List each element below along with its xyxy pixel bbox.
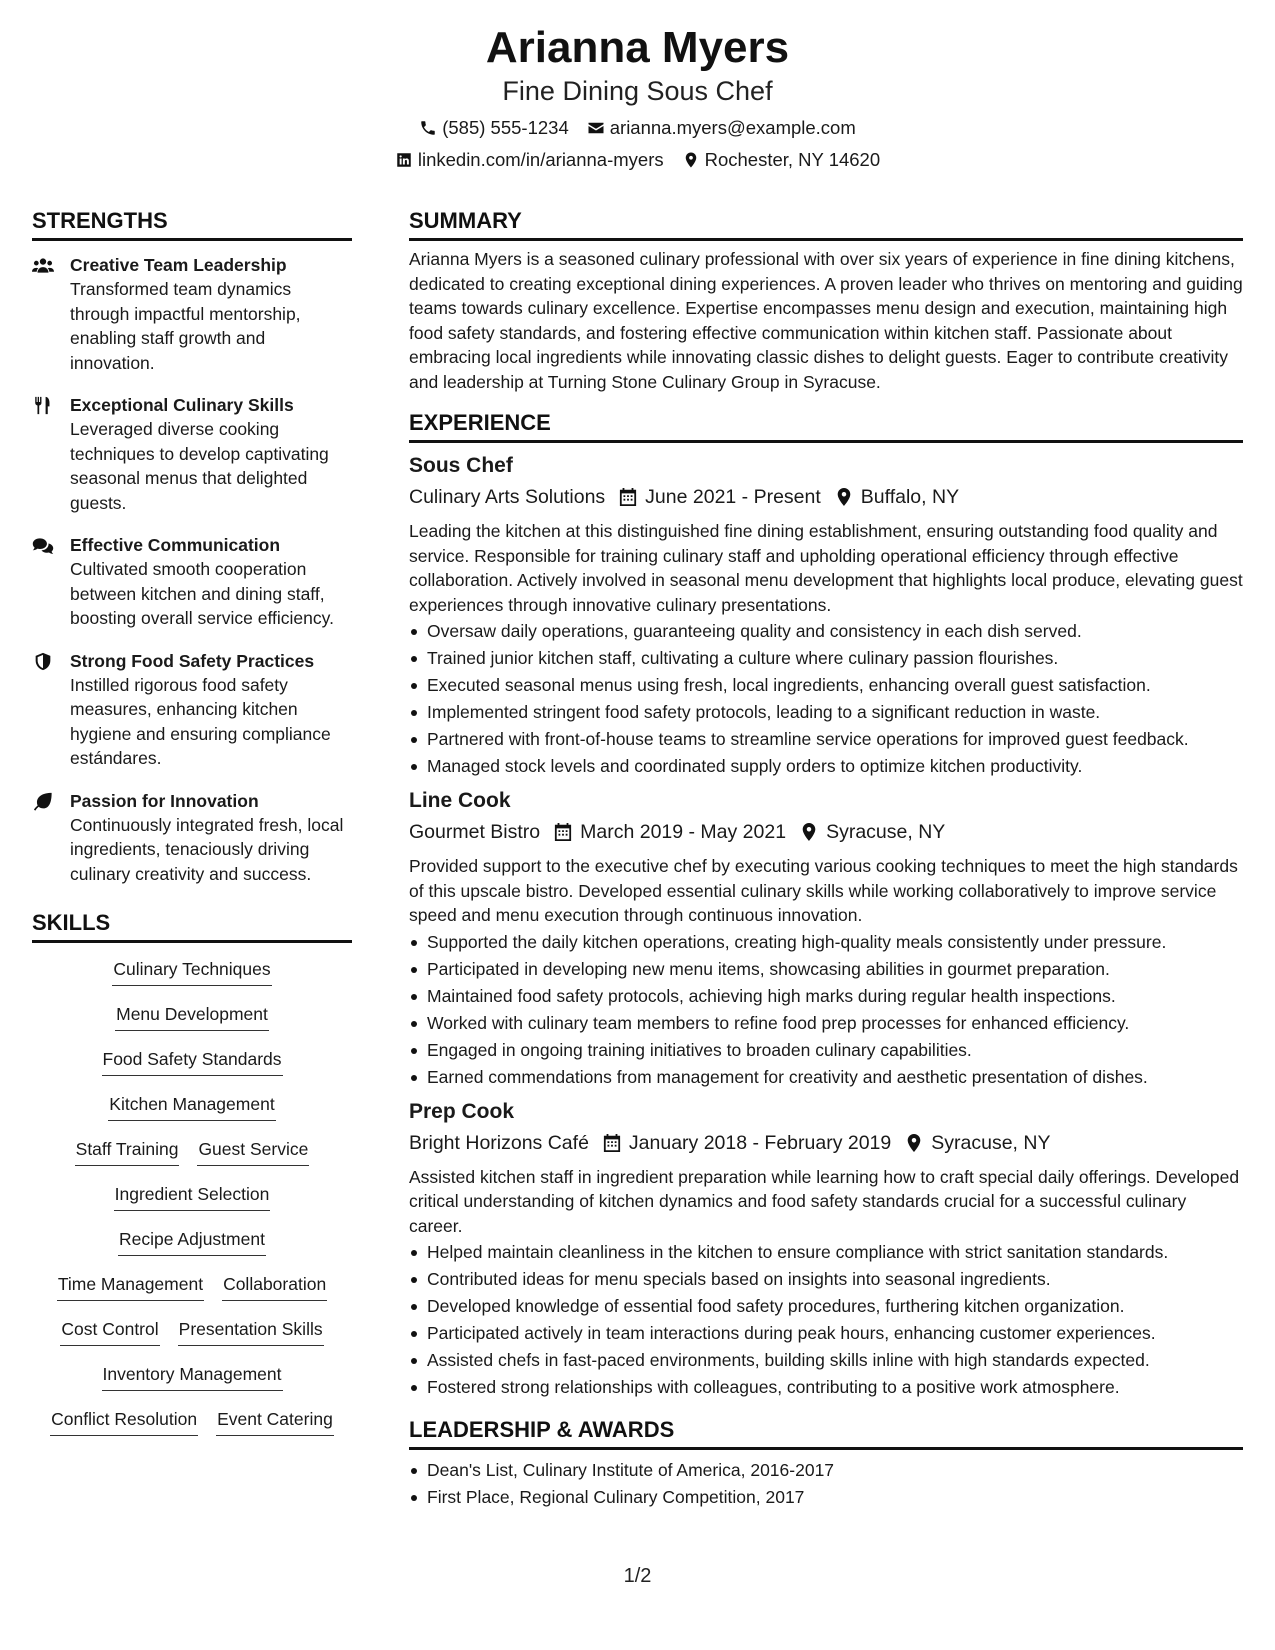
bullet-item: Contributed ideas for menu specials based on insights into seasonal ingredients. [427, 1267, 1243, 1291]
comments-icon [32, 536, 54, 555]
resume-header [0, 22, 1275, 172]
users-icon [32, 256, 54, 275]
skill-row [50, 1407, 334, 1452]
skill-tag: Menu Development [115, 1002, 269, 1031]
experience-title: EXPERIENCE [409, 408, 1243, 443]
skill-tag: Inventory Management [102, 1362, 283, 1391]
strength-item [32, 533, 352, 631]
linkedin-text[interactable]: linkedin.com/in/arianna-myers [417, 149, 664, 170]
skill-tag: Culinary Techniques [112, 957, 271, 986]
bullet-item: Implemented stringent food safety protocols, leading to a significant reduction in waste. [427, 700, 1243, 724]
bullet-item: Executed seasonal menus using fresh, local ingredients, enhancing overall guest satisfaction. [427, 673, 1243, 697]
strength-description: Instilled rigorous food safety measures, enhancing kitchen hygiene and ensuring compliance estándares. [70, 674, 331, 768]
map-marker-icon [905, 1133, 923, 1153]
bullet-item: Participated in developing new menu items, showcasing abilities in gourmet preparation. [427, 957, 1243, 981]
bullet-item: Developed knowledge of essential food safety procedures, furthering kitchen organization. [427, 1294, 1243, 1318]
leadership-list [409, 1458, 1243, 1509]
skills-list [32, 957, 352, 1452]
bullet-item: Supported the daily kitchen operations, creating high-quality meals consistently under pressure. [427, 930, 1243, 954]
job-entry [409, 451, 1243, 778]
strength-heading: Exceptional Culinary Skills [70, 395, 294, 415]
contact-row-1 [0, 116, 1275, 140]
skill-row [57, 1272, 327, 1317]
skill-tag: Collaboration [222, 1272, 327, 1301]
skill-tag: Event Catering [216, 1407, 334, 1436]
left-column [32, 206, 352, 1452]
utensils-icon [32, 396, 54, 415]
skill-tag: Conflict Resolution [50, 1407, 198, 1436]
skill-tag: Ingredient Selection [114, 1182, 271, 1211]
strength-item [32, 253, 352, 375]
candidate-title: Fine Dining Sous Chef [502, 76, 773, 106]
job-entry [409, 1097, 1243, 1400]
bullet-item: Earned commendations from management for creativity and aesthetic presentation of dishes. [427, 1065, 1243, 1089]
skill-tag: Kitchen Management [108, 1092, 275, 1121]
bullet-item: Helped maintain cleanliness in the kitchen to ensure compliance with strict sanitation standards. [427, 1240, 1243, 1264]
right-column [409, 206, 1243, 1512]
phone-contact [419, 116, 569, 140]
skill-row [114, 1182, 271, 1227]
skills-title: SKILLS [32, 908, 352, 943]
calendar-icon [619, 487, 637, 507]
skill-tag: Recipe Adjustment [118, 1227, 266, 1256]
strengths-list [32, 253, 352, 886]
strength-item [32, 789, 352, 887]
skill-tag: Staff Training [75, 1137, 180, 1166]
envelope-icon [587, 119, 605, 137]
strength-description: Cultivated smooth cooperation between kitchen and dining staff, boosting overall service efficiency. [70, 559, 334, 628]
email-contact[interactable] [587, 116, 856, 140]
job-bullets [409, 930, 1243, 1089]
strength-item [32, 393, 352, 515]
job-location: Syracuse, NY [826, 821, 946, 843]
skill-tag: Guest Service [197, 1137, 309, 1166]
job-bullets [409, 619, 1243, 778]
location-text: Rochester, NY 14620 [704, 149, 881, 170]
skill-tag: Presentation Skills [178, 1317, 324, 1346]
phone-icon [419, 119, 437, 137]
job-location: Buffalo, NY [860, 486, 960, 508]
candidate-name: Arianna Myers [485, 23, 790, 72]
bullet-item: Participated actively in team interactions during peak hours, enhancing customer experiences. [427, 1321, 1243, 1345]
strength-item [32, 649, 352, 771]
bullet-item: Trained junior kitchen staff, cultivating a culture where culinary passion flourishes. [427, 646, 1243, 670]
linkedin-icon [395, 151, 413, 169]
job-company: Gourmet Bistro [409, 821, 541, 843]
job-title: Line Cook [409, 789, 511, 812]
bullet-item: Worked with culinary team members to refine food prep processes for enhanced efficiency. [427, 1011, 1243, 1035]
page-number: 1/2 [623, 1565, 652, 1587]
job-dates: March 2019 - May 2021 [580, 821, 787, 843]
skill-tag: Cost Control [60, 1317, 159, 1346]
phone-text: (585) 555-1234 [442, 117, 569, 138]
calendar-icon [603, 1133, 621, 1153]
award-item: First Place, Regional Culinary Competition, 2017 [427, 1485, 1243, 1509]
map-marker-icon [682, 151, 700, 169]
leadership-title: LEADERSHIP & AWARDS [409, 1415, 1243, 1450]
skill-tag: Food Safety Standards [102, 1047, 283, 1076]
bullet-item: Fostered strong relationships with colleagues, contributing to a positive work atmosphere. [427, 1375, 1243, 1399]
job-title: Prep Cook [409, 1099, 515, 1123]
skill-tag: Time Management [57, 1272, 204, 1301]
calendar-icon [554, 822, 572, 842]
map-marker-icon [835, 487, 853, 507]
location-contact [682, 148, 881, 172]
linkedin-contact[interactable] [395, 148, 664, 172]
job-bullets [409, 1240, 1243, 1399]
contact-row-2 [0, 148, 1275, 172]
bullet-item: Oversaw daily operations, guaranteeing quality and consistency in each dish served. [427, 619, 1243, 643]
summary-text: Arianna Myers is a seasoned culinary professional with over six years of experience in fine dining kitchens, dedicated to creating exceptional dining experiences. A proven leader who thrives on mentoring and guiding teams towards culinary excellence. Expertise encompasses menu design and execution, maintaining high food safety standards, and fostering effective communication within kitchen staff. Passionate about embracing local ingredients while innovating classic dishes to delight guests. Eager to contribute creativity and leadership at Turning Stone Culinary Group in Syracuse. [409, 249, 1243, 392]
leadership-section [409, 1415, 1243, 1509]
summary-title: SUMMARY [409, 206, 1243, 241]
strength-description: Transformed team dynamics through impactful mentorship, enabling staff growth and innovation. [70, 279, 301, 373]
job-entry [409, 786, 1243, 1089]
job-location: Syracuse, NY [931, 1131, 1051, 1154]
skill-row [102, 1362, 283, 1407]
bullet-item: Assisted chefs in fast-paced environments, building skills inline with high standards expected. [427, 1348, 1243, 1372]
job-dates: January 2018 - February 2019 [628, 1131, 892, 1154]
bullet-item: Engaged in ongoing training initiatives to broaden culinary capabilities. [427, 1038, 1243, 1062]
skill-row [112, 957, 271, 1002]
skill-row [102, 1047, 283, 1092]
job-meta [409, 1129, 1243, 1157]
job-dates: June 2021 - Present [645, 486, 821, 508]
job-description: Provided support to the executive chef by executing various cooking techniques to meet the high standards of this upscale bistro. Developed essential culinary skills while working collaboratively to improve service speed and menu execution through continuous innovation. [409, 856, 1238, 925]
award-item: Dean's List, Culinary Institute of America, 2016-2017 [427, 1458, 1243, 1482]
job-title: Sous Chef [409, 454, 513, 477]
strength-heading: Strong Food Safety Practices [70, 650, 315, 671]
map-marker-icon [800, 822, 818, 842]
skills-section [32, 908, 352, 1452]
skill-row [115, 1002, 269, 1047]
job-company: Culinary Arts Solutions [409, 486, 606, 508]
shield-icon [32, 652, 54, 671]
strengths-section [32, 206, 352, 886]
bullet-item: Managed stock levels and coordinated supply orders to optimize kitchen productivity. [427, 754, 1243, 778]
strength-heading: Creative Team Leadership [70, 255, 287, 275]
job-meta [409, 818, 1243, 846]
bullet-item: Partnered with front-of-house teams to streamline service operations for improved guest feedback. [427, 727, 1243, 751]
skill-row [75, 1137, 310, 1182]
strengths-title: STRENGTHS [32, 206, 352, 241]
job-meta [409, 483, 1243, 511]
strength-description: Continuously integrated fresh, local ingredients, tenaciously driving culinary creativity and success. [70, 814, 344, 884]
email-text[interactable]: arianna.myers@example.com [609, 117, 856, 138]
skill-row [60, 1317, 323, 1362]
bullet-item: Maintained food safety protocols, achieving high marks during regular health inspections. [427, 984, 1243, 1008]
skill-row [108, 1092, 275, 1137]
job-description: Assisted kitchen staff in ingredient preparation while learning how to craft special daily offerings. Developed critical understanding of kitchen dynamics and food safety standards crucial for a successful culinary career. [409, 1166, 1240, 1236]
skill-row [118, 1227, 266, 1272]
job-company: Bright Horizons Café [409, 1131, 589, 1154]
summary-section [409, 206, 1243, 394]
strength-heading: Passion for Innovation [70, 790, 259, 811]
strength-description: Leveraged diverse cooking techniques to develop captivating seasonal menus that delighted guests. [70, 419, 329, 513]
strength-heading: Effective Communication [70, 535, 281, 555]
experience-section [409, 408, 1243, 1399]
leaf-icon [32, 792, 54, 811]
job-description: Leading the kitchen at this distinguished fine dining establishment, ensuring outstanding food quality and service. Responsible for training culinary staff and upholding operational efficiency through effective collaboration. Actively involved in seasonal menu development that highlights local produce, elevating guest experiences through innovative culinary presentations. [409, 521, 1243, 615]
